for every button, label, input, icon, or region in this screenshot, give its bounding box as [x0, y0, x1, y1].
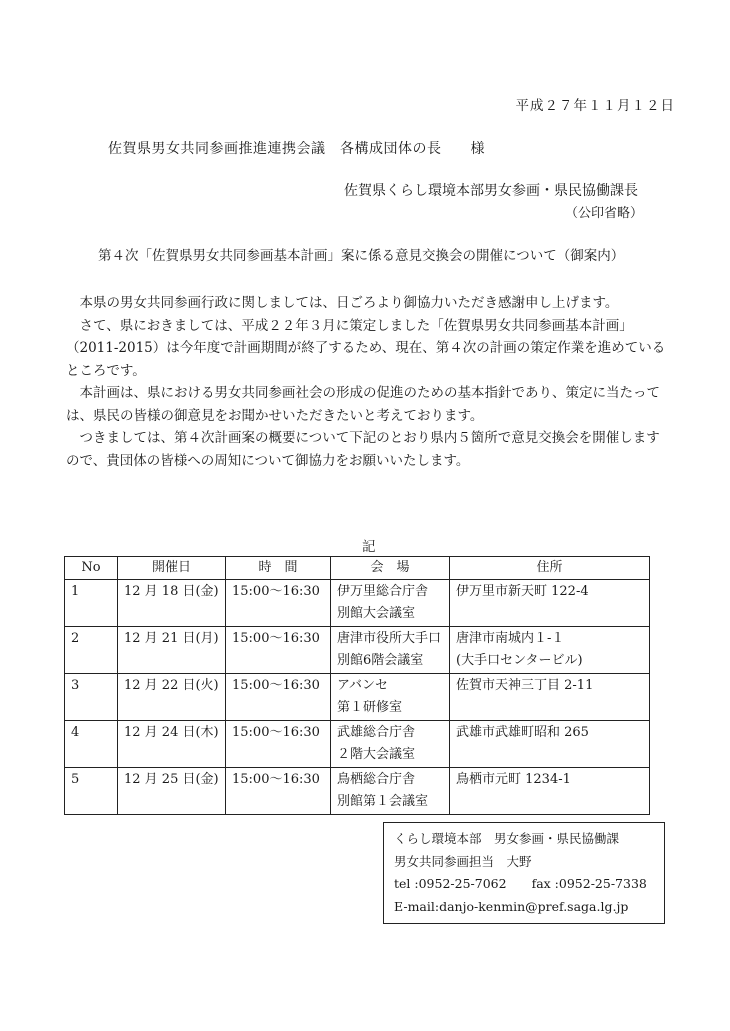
table-row [65, 627, 650, 674]
address-line: 伊万里市新天町 122-4 [456, 584, 589, 599]
venue-line: 武雄総合庁舎 [337, 725, 416, 740]
cell-time: 15:00～16:30 [226, 627, 331, 674]
body-paragraph: 本計画は、県における男女共同参画社会の形成の促進のための基本指針であり、策定に当たっては、県民の皆様の御意見をお聞かせいただきたいと考えております。 [66, 385, 660, 424]
cell-time: 15:00～16:30 [226, 768, 331, 815]
body-paragraph: つきましては、第４次計画案の概要について下記のとおり県内５箇所で意見交換会を開催しますので、貴団体の皆様への周知について御協力をお願いいたします。 [66, 430, 660, 469]
cell-venue [331, 580, 450, 627]
header-address: 住所 [450, 557, 650, 580]
venue-line: ２階大会議室 [337, 747, 416, 762]
cell-venue [331, 674, 450, 721]
cell-address [450, 768, 650, 815]
venue-line: 別館6階会議室 [337, 653, 424, 668]
table-row [65, 768, 650, 815]
header-time: 時 間 [226, 557, 331, 580]
table-row [65, 580, 650, 627]
address-line: (大手口センタービル) [456, 653, 583, 668]
address-line: 佐賀市天神三丁目 2-11 [456, 678, 594, 693]
cell-time: 15:00～16:30 [226, 674, 331, 721]
cell-no: 3 [65, 674, 118, 721]
address-line: 鳥栖市元町 1234-1 [456, 772, 571, 787]
venue-line: 第１研修室 [337, 700, 403, 715]
sender: 佐賀県くらし環境本部男女参画・県民協働課長 [344, 183, 638, 199]
header-venue: 会 場 [331, 557, 450, 580]
seal-omitted-note: （公印省略） [564, 206, 643, 221]
cell-address [450, 627, 650, 674]
header-no: No [65, 557, 118, 580]
contact-department: くらし環境本部 男女参画・県民協働課 [394, 831, 620, 846]
schedule-table [64, 556, 650, 815]
contact-email: E-mail:danjo-kenmin@pref.saga.lg.jp [394, 898, 629, 914]
header-date: 開催日 [118, 557, 226, 580]
venue-line: アバンセ [337, 678, 388, 693]
venue-line: 唐津市役所大手口 [337, 631, 442, 646]
cell-address [450, 721, 650, 768]
contact-phone-fax: tel :0952-25-7062 fax :0952-25-7338 [394, 876, 647, 891]
cell-date: 12 月 18 日(金) [118, 580, 226, 627]
cell-date: 12 月 25 日(金) [118, 768, 226, 815]
cell-date: 12 月 21 日(月) [118, 627, 226, 674]
body-paragraph: さて、県におきましては、平成２２年３月に策定しました「佐賀県男女共同参画基本計画」（2011-2015）は今年度で計画期間が終了するため、現在、第４次の計画の策定作業を進めているところです。 [66, 317, 666, 379]
cell-no: 4 [65, 721, 118, 768]
cell-address [450, 674, 650, 721]
cell-venue [331, 627, 450, 674]
document-date: 平成２７年１１月１２日 [515, 98, 675, 114]
body-paragraph: 本県の男女共同参画行政に関しましては、日ごろより御協力いただき感謝申し上げます。 [79, 295, 619, 311]
cell-no: 1 [65, 580, 118, 627]
cell-date: 12 月 24 日(木) [118, 721, 226, 768]
table-header-row [65, 557, 650, 580]
table-row [65, 721, 650, 768]
cell-venue [331, 721, 450, 768]
ki-heading: 記 [362, 539, 376, 555]
contact-box [383, 822, 665, 924]
cell-address [450, 580, 650, 627]
address-line: 唐津市南城内１-１ [456, 631, 565, 646]
cell-no: 2 [65, 627, 118, 674]
address-line: 武雄市武雄町昭和 265 [456, 725, 589, 740]
venue-line: 伊万里総合庁舎 [337, 584, 429, 599]
cell-time: 15:00～16:30 [226, 721, 331, 768]
cell-date: 12 月 22 日(火) [118, 674, 226, 721]
venue-line: 鳥栖総合庁舎 [337, 772, 416, 787]
addressee: 佐賀県男女共同参画推進連携会議 各構成団体の長 様 [108, 141, 485, 157]
venue-line: 別館第１会議室 [337, 794, 429, 809]
table-row [65, 674, 650, 721]
document-subject: 第４次「佐賀県男女共同参画基本計画」案に係る意見交換会の開催について（御案内） [98, 248, 625, 264]
body-text [66, 292, 668, 472]
contact-person: 男女共同参画担当 大野 [394, 853, 532, 869]
cell-time: 15:00～16:30 [226, 580, 331, 627]
cell-no: 5 [65, 768, 118, 815]
venue-line: 別館大会議室 [337, 606, 416, 621]
cell-venue [331, 768, 450, 815]
